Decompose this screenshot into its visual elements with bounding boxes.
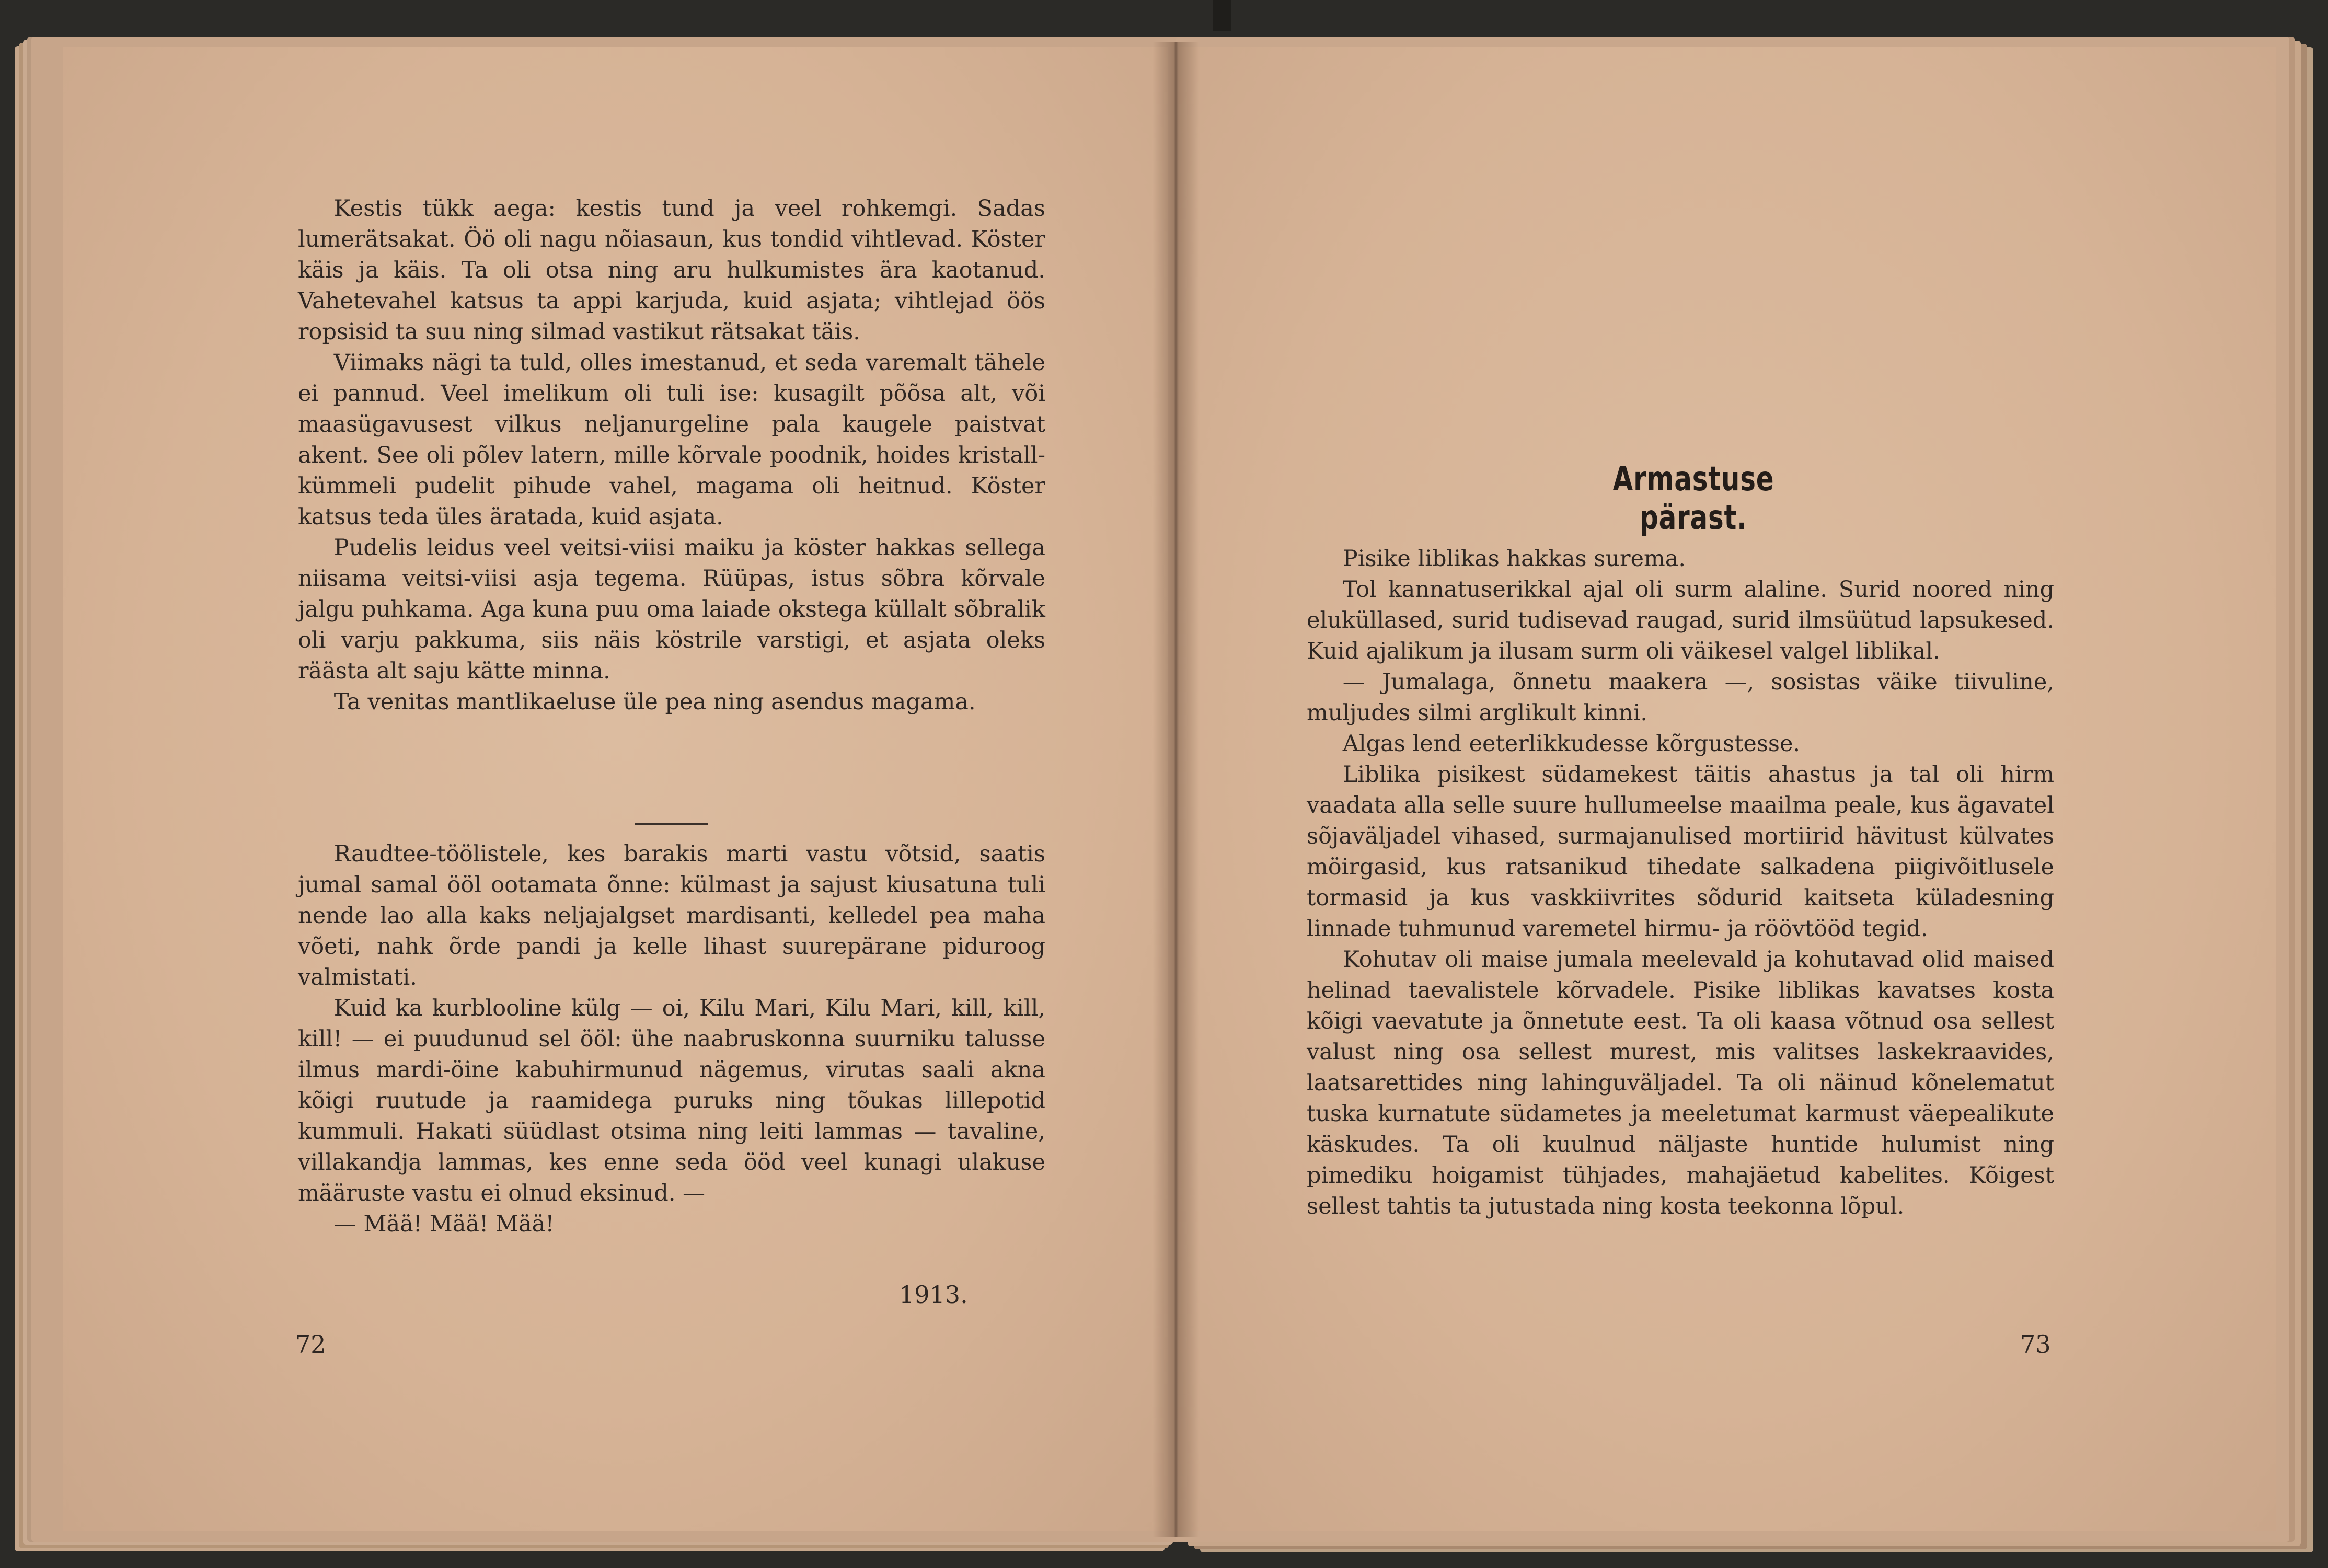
paragraph: — Mää! Mää! Mää! — [333, 1211, 555, 1237]
paragraph: Pisike liblikas hakkas surema. — [1342, 546, 1686, 572]
binding-mark — [1213, 0, 1231, 31]
paragraph: Tol kannatuserikkal ajal oli surm alaline. Surid noored ning eluküllased, surid tudisevad raugad, surid ilmsüütud lapsukesed. Kuid ajalikum ja ilusam surm oli väikesel valgel liblikal. — [1307, 577, 2054, 664]
paragraph: Algas lend eeterlikkudesse kõrgustesse. — [1342, 731, 1801, 757]
section-separator — [635, 823, 708, 825]
chapter-title: Armastuse pärast. — [1612, 460, 1774, 537]
paragraph: Liblika pisikest südamekest täitis ahastus ja tal oli hirm vaadata alla selle suure hullumeelse maailma peale, kus ägavatel sõjaväljadel vihased, surmajanulised mortiirid hävitust külvates möirgasid, kus ratsanikud tihedate salkadena piigivõitlusele tormasid ja kus vaskkiivrites sõdurid kaitseta küladesning linnade tuhmunud varemetel hirmu- ja röövtööd tegid. — [1307, 762, 2054, 942]
page-number-right: 73 — [2020, 1330, 2051, 1358]
paragraph: Kohutav oli maise jumala meelevald ja kohutavad olid maised helinad taevalistele kõrvadele. Pisike liblikas kavatses kosta kõigi vaevatute ja õnnetute eest. Ta oli kaasa võtnud osa sellest valust ning osa sellest murest, mis valitses laskekraavides, laatsarettides ning lahinguväljadel. Ta oli näinud kõnelematut tuska kurnatute südametes ja meeletumat karmust väepealikute käskudes. Ta oli kuulnud näljaste huntide hulumist ning pimediku hoigamist tühjades, mahajäetud kabelites. Kõigest sellest tahtis ta jutustada ning kosta teekonna lõpul. — [1307, 947, 2054, 1219]
date-line: 1913. — [899, 1281, 968, 1309]
left-page-section-2 — [298, 839, 1045, 1240]
paragraph: Viimaks nägi ta tuld, olles imestanud, et seda varemalt tähele ei pannud. Veel imelikum oli tuli ise: kusagilt põõsa alt, või maasügavusest vilkus neljanurgeline pala kaugele paistvat akent. See oli põlev latern, mille kõrvale poodnik, hoides kristall-kümmeli pudelit pihude vahel, magama oli heitnud. Köster katsus teda üles äratada, kuid asjata. — [298, 350, 1045, 530]
paragraph: Pudelis leidus veel veitsi-viisi maiku ja köster hakkas sellega niisama veitsi-viisi asja tegema. Rüüpas, istus sõbra kõrvale jalgu puhkama. Aga kuna puu oma laiade okstega küllalt sõbralik oli varju pakkuma, siis näis köstrile varstigi, et asjata oleks räästa alt saju kätte minna. — [298, 535, 1045, 684]
right-page-body — [1307, 544, 2054, 1222]
paragraph: Ta venitas mantlikaeluse üle pea ning asendus magama. — [333, 689, 976, 715]
book-gutter — [1153, 42, 1200, 1537]
page-number-left: 72 — [295, 1330, 326, 1358]
paragraph: — Jumalaga, õnnetu maakera —, sosistas väike tiivuline, muljudes silmi arglikult kinni. — [1307, 669, 2054, 726]
paragraph: Raudtee-töölistele, kes barakis marti vastu võtsid, saatis jumal samal ööl ootamata õnne: külmast ja sajust kiusatuna tuli nende lao alla kaks neljajalgset mardisanti, kelledel pea maha võeti, nahk õrde pandi ja kelle lihast suurepärane piduroog valmistati. — [298, 841, 1045, 990]
paragraph: Kestis tükk aega: kestis tund ja veel rohkemgi. Sadas lumerätsakat. Öö oli nagu nõiasaun, kus tondid vihtlevad. Köster käis ja käis. Ta oli otsa ning aru hulkumistes ära kaotanud. Vahetevahel katsus ta appi karjuda, kuid asjata; vihtlejad öös ropsisid ta suu ning silmad vastikut rätsakat täis. — [298, 195, 1045, 345]
paragraph: Kuid ka kurblooline külg — oi, Kilu Mari, Kilu Mari, kill, kill, kill! — ei puudunud sel ööl: ühe naabruskonna suurniku talusse ilmus mardi-öine kabuhirmunud nägemus, virutas saali akna kõigi ruutude ja raamidega puruks ning tõukas lillepotid kummuli. Hakati süüdlast otsima ning leiti lammas — tavaline, villakandja lammas, kes enne seda ööd veel kunagi ulakuse määruste vastu ei olnud eksinud. — — [298, 995, 1045, 1206]
left-page-section-1 — [298, 193, 1045, 718]
